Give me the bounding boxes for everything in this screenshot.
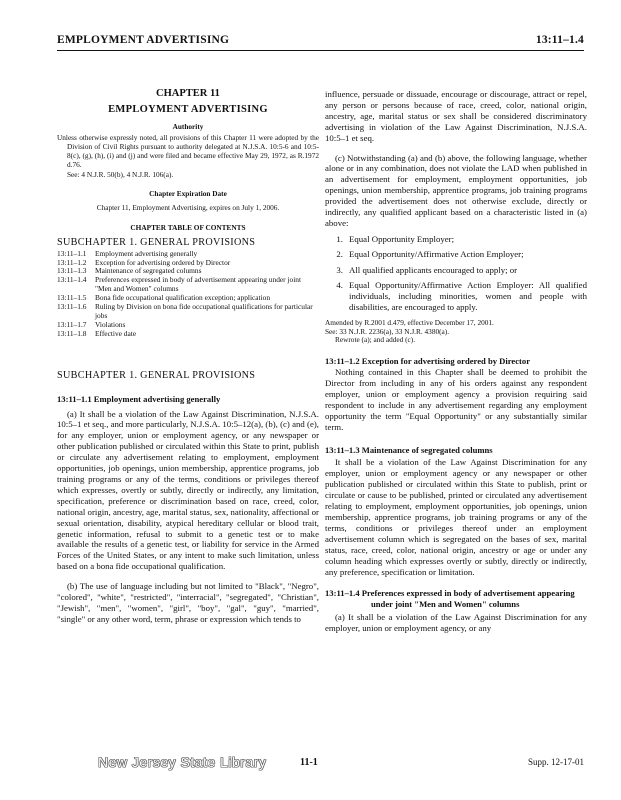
toc-item[interactable]: 13:11–1.3 Maintenance of segregated columns: [57, 266, 202, 276]
approved-language-list: [325, 234, 587, 313]
section-1-2-text: Nothing contained in this Chapter shall be deemed to prohibit the Director from including in any of his orders against any respondent employer, union or employment agency a provision requiring said respondent to include in any advertisement regarding any employment opportunity the term "Equal Opportunity" or any substantially similar term.: [325, 367, 587, 432]
library-watermark: New Jersey State Library: [98, 754, 267, 770]
table-of-contents: [57, 250, 319, 339]
toc-item[interactable]: 13:11–1.6 Ruling by Division on bona fide occupational qualifications for particular jobs: [57, 302, 313, 320]
left-column: [57, 89, 319, 625]
list-item: 1. Equal Opportunity Employer;: [336, 233, 455, 244]
list-item: 4. Equal Opportunity/Affirmative Action Employer: All qualified individuals, including minorities, women and people with disabilities, are encouraged to apply.: [336, 280, 587, 312]
running-header: [57, 32, 584, 51]
toc-item[interactable]: 13:11–1.4 Preferences expressed in body of advertisement appearing under joint "Men and Women" columns: [57, 275, 302, 294]
section-1-3-text: It shall be a violation of the Law Against Discrimination for any employer, union or employment agency or any newspaper or other publication published or circulated within this State to publish, print or circulate or cause to be published, printed or circulated any advertisement relating to employment, employment opportunities, job openings, union membership, apprentice programs, job training programs or any of the terms, conditions or privileges thereof under an employment advertisement column which is segregated on the bases of sex, marital status, race, creed, color, national origin, ancestry or age or under any column heading which expresses overtly or subtly, directly or indirectly, any preference, specification or limitation.: [325, 457, 587, 577]
section-1-2-heading: 13:11–1.2 Exception for advertising ordered by Director: [325, 356, 531, 367]
toc-heading: CHAPTER TABLE OF CONTENTS: [130, 222, 246, 232]
section-1-1-b-continued: influence, persuade or dissuade, encourage or discourage, attract or repel, any person or persons because of race, creed, color, national origin, ancestry, age, marital status or sex shall be considered discriminatory advertising in violation of the Law Against Discrimination, N.J.S.A. 10:5–1 et seq.: [325, 89, 587, 143]
section-1-4-text: (a) It shall be a violation of the Law Against Discrimination for any employer, union or employment agency, or any: [325, 612, 587, 634]
subchapter-heading: SUBCHAPTER 1. GENERAL PROVISIONS: [57, 369, 256, 381]
section-1-1-b: (b) The use of language including but not limited to "Black", "Negro", "colored", "white", "restricted", "interracial", "segregated", "Christian", "Jewish", "men", "women", "girl", "boy", "gal", "guy", "married", "single" or any other word, term, phrase or expression which tends to: [57, 581, 319, 624]
section-1-3-heading: 13:11–1.3 Maintenance of segregated columns: [325, 444, 493, 455]
header-section: 13:11–1.4: [535, 34, 584, 46]
expiration-text: Chapter 11, Employment Advertising, expires on July 1, 2006.: [96, 202, 280, 212]
page-number: 11-1: [300, 757, 318, 768]
authority-heading: Authority: [172, 121, 204, 131]
right-column: [325, 89, 587, 634]
authority-text: Unless otherwise expressly noted, all provisions of this Chapter 11 were adopted by the Division of Civil Rights pursuant to authority delegated at N.J.S.A. 10:5-6 and 10:5-8(c), (g), (h), (i) and (j) and were filed and became effective May 29, 1972, as R.1972 d.76.: [57, 132, 319, 170]
toc-item[interactable]: 13:11–1.2 Exception for advertising ordered by Director: [57, 257, 231, 267]
section-1-1-a: (a) It shall be a violation of the Law Against Discrimination, N.J.S.A. 10:5–1 et seq., and more particularly, N.J.S.A. 10:5–12(a), (b), (c) and (e), for any employer, union or employment agency, or any newspaper or other publication published or circulated within this State to print, publish or circulate any advertisement relating to employment, employment opportunities, job openings, union membership, apprentice programs, job training programs or any of the terms, conditions or privileges thereof which expresses, overtly or subtly, directly or indirectly, any limitation, specification, preference or discrimination based on race, creed, color, national origin, ancestry, age, marital status, sex, nationality, affectional or sexual orientation, disability, atypical hereditary cellular or blood trait, genetic information, refusal to submit to a genetic test or to make available the results of a genetic test, or liability for service in the Armed Forces of the United States, or any intent to make such limitation, unless based on a bona fide occupational qualification.: [57, 408, 319, 572]
list-item: 3. All qualified applicants encouraged to apply; or: [336, 264, 518, 275]
toc-item[interactable]: 13:11–1.1 Employment advertising generally: [57, 248, 198, 258]
header-title: EMPLOYMENT ADVERTISING: [57, 34, 230, 46]
chapter-title: EMPLOYMENT ADVERTISING: [108, 103, 268, 115]
section-1-1-heading: 13:11–1.1 Employment advertising generally: [57, 393, 221, 404]
amendment-note: Amended by R.2001 d.479, effective December 17, 2001. See: 33 N.J.R. 2236(a), 33 N.J.R. 4380(a). Rewrote (a); and added (c).: [325, 317, 494, 345]
toc-item[interactable]: 13:11–1.5 Bona fide occupational qualification exception; application: [57, 293, 271, 303]
toc-subchapter: SUBCHAPTER 1. GENERAL PROVISIONS: [57, 236, 256, 248]
chapter-number: CHAPTER 11: [156, 88, 220, 99]
supplement-date: Supp. 12-17-01: [528, 757, 584, 767]
authority-see: See: 4 N.J.R. 50(b), 4 N.J.R. 106(a).: [67, 169, 174, 179]
toc-item[interactable]: 13:11–1.8 Effective date: [57, 328, 137, 338]
section-1-4-heading: 13:11–1.4 Preferences expressed in body of advertisement appearing under joint "Men and Women" columns: [325, 588, 575, 610]
list-item: 2. Equal Opportunity/Affirmative Action Employer;: [336, 249, 524, 260]
toc-item[interactable]: 13:11–1.7 Violations: [57, 319, 126, 329]
section-1-1-c: (c) Notwithstanding (a) and (b) above, the following language, whether alone or in any combination, does not violate the LAD when published in an advertisement for employment, employment opportunities, job openings, union membership, apprentice programs, job training programs provided the advertisement does not otherwise exclude, directly or indirectly, any qualified applicant based on a characteristic listed in (a) above:: [325, 152, 587, 228]
expiration-heading: Chapter Expiration Date: [149, 188, 227, 198]
